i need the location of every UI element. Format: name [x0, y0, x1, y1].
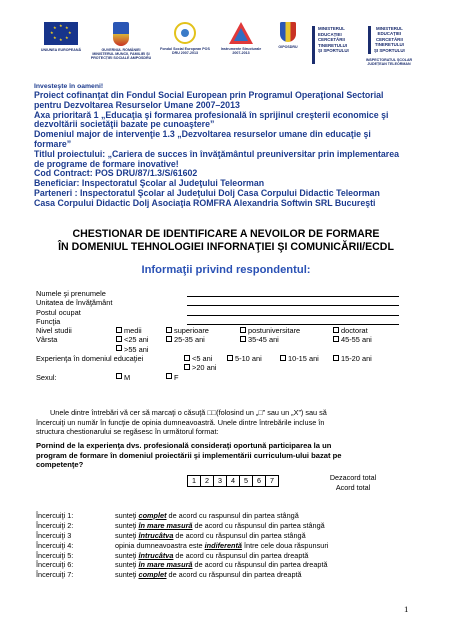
age-option[interactable]: <25 ani: [116, 335, 148, 344]
field-label: Funcţia: [36, 316, 61, 326]
checkbox-icon[interactable]: [227, 355, 233, 361]
age-row-continued: [36, 345, 416, 354]
field-row: [36, 298, 416, 307]
crest-icon: [113, 22, 129, 46]
position-input-line[interactable]: [187, 315, 399, 316]
scale-legend: [36, 511, 416, 580]
header-line: formare”: [34, 138, 72, 149]
legend-row: Încercuiţi 4: opinia dumneavoastra este indiferentă între cele doua răspunsuri: [36, 540, 329, 550]
scale-option[interactable]: 6: [253, 476, 266, 486]
header-line: Titlul proiectului: „Cariera de succes în învăţământul preuniversitar prin implementarea: [34, 148, 400, 159]
page-number: 1: [404, 604, 409, 614]
header-line: Casa Corpului Didactic Dolj Asociaţia ROMFRA Alexandria Softwin SRL Bucureşti: [34, 197, 376, 208]
checkbox-icon[interactable]: [116, 336, 122, 342]
studies-option[interactable]: postuniversitare: [240, 326, 300, 335]
ministry-logo-left: MINISTERUL EDUCAȚIEI CERCETĂRII TINERETULUI ȘI SPORTULUI: [308, 22, 358, 68]
experience-option[interactable]: 10-15 ani: [280, 354, 319, 363]
age-option[interactable]: 45-55 ani: [333, 335, 372, 344]
checkbox-icon[interactable]: [240, 327, 246, 333]
name-input-line[interactable]: [187, 296, 399, 297]
header-line: Cod Contract: POS DRU/87/1.3/S/61602: [34, 168, 198, 179]
instrumente-structurale-logo: Instrumente Structurale 2007-2013: [216, 22, 266, 55]
oipodru-logo: OIPOSDRU: [272, 22, 304, 49]
scale-option[interactable]: 4: [227, 476, 240, 486]
header-line: de programe de formare inovative!: [34, 158, 179, 169]
checkbox-icon[interactable]: [116, 345, 122, 351]
header-line: Domeniul major de intervenţie 1.3 „Dezvoltarea resurselor umane din educaţie şi: [34, 129, 371, 140]
document-title-line2: ÎN DOMENIUL TEHNOLOGIEI INFORNAŢIEI ŞI COMUNICĂRII/ECDL: [58, 241, 394, 253]
checkbox-icon[interactable]: [166, 327, 172, 333]
age-option[interactable]: 25-35 ani: [166, 335, 205, 344]
government-crest-logo: GUVERNUL ROMÂNIEI MINISTERUL MUNCII, FAMILIEI ȘI PROTECȚIEI SOCIALE AMPOSDRU: [90, 22, 152, 60]
sex-option[interactable]: M: [116, 373, 130, 382]
studies-label: Nivel studii: [36, 326, 72, 336]
scale-ends: [318, 473, 388, 493]
sex-option[interactable]: F: [166, 373, 179, 382]
studies-option[interactable]: doctorat: [333, 326, 368, 335]
checkbox-icon[interactable]: [184, 355, 190, 361]
checkbox-icon[interactable]: [184, 364, 190, 370]
legend-row: Încercuiţi 1: sunteţi complet de acord cu raspunsul din partea stângă: [36, 511, 299, 520]
document-title: CHESTIONAR DE IDENTIFICARE A NEVOILOR DE FORMARE: [72, 228, 380, 240]
function-input-line[interactable]: [187, 324, 399, 325]
checkbox-icon[interactable]: [333, 355, 339, 361]
legend-row: Încercuiţi 2: sunteţi în mare masură de acord cu răspunsul din partea stângă: [36, 520, 325, 530]
rating-scale: [187, 475, 279, 487]
header-line: Parteneri : Inspectoratul Şcolar al Judeţului Dolj Casa Corpului Didactic Teleorman: [34, 187, 380, 198]
age-row: [36, 335, 416, 344]
section-subtitle: Informaţii privind respondentul:: [141, 264, 311, 276]
scale-option[interactable]: 5: [240, 476, 253, 486]
triangle-icon: [228, 22, 254, 46]
legend-row: Încercuiţi 3 sunteţi întrucâtva de acord cu răspunsul din partea stângă: [36, 530, 306, 540]
field-label: Postul ocupat: [36, 307, 81, 317]
fse-icon: [174, 22, 196, 44]
logo-strip: [36, 22, 416, 74]
age-option[interactable]: >55 ani: [116, 345, 148, 354]
scale-option[interactable]: 7: [270, 476, 274, 485]
experience-label: Experienţa în domeniul educaţiei: [36, 354, 144, 364]
header-line: pentru Dezvoltarea Resurselor Umane 2007–2013: [34, 99, 240, 110]
age-option[interactable]: 35-45 ani: [240, 335, 279, 344]
legend-row: Încercuiţi 7: sunteţi complet de acord cu răspunsul din partea dreaptă: [36, 570, 302, 580]
project-header: [34, 82, 420, 209]
studies-option[interactable]: medii: [116, 326, 142, 335]
scale-high-label: Acord total: [335, 483, 371, 492]
checkbox-icon[interactable]: [240, 336, 246, 342]
checkbox-icon[interactable]: [280, 355, 286, 361]
tagline: Investeşte în oameni!: [34, 83, 104, 90]
legend-row: Încercuiţi 5: sunteţi întrucâtva de acord cu răspunsul din partea dreaptă: [36, 550, 309, 560]
checkbox-icon[interactable]: [116, 373, 122, 379]
scale-option[interactable]: 3: [214, 476, 227, 486]
experience-option[interactable]: <5 ani: [184, 354, 212, 363]
field-label: Unitatea de învăţământ: [36, 298, 113, 308]
field-label: Numele şi prenumele: [36, 289, 106, 298]
eu-flag-icon: ★ ★ ★ ★ ★ ★ ★ ★: [44, 22, 78, 45]
instructions-paragraph: Unele dintre întrebări vă cer să marcaţi o căsuţă □□(folosind un „□” sau un „X”) sau să încercuiţi un număr în funcţie de opinia dumneavoastră. Unele dintre întrebările incluse în structura chestionarului se regăsesc în următorul format:: [36, 408, 327, 436]
isj-teleorman-logo: MINISTERUL EDUCAȚIEI CERCETĂRII TINERETULUI ȘI SPORTULUI INSPECTORATUL ȘCOLAR JUDEȚEAN TELEORMAN: [360, 22, 418, 66]
checkbox-icon[interactable]: [166, 373, 172, 379]
scale-option[interactable]: 1: [188, 476, 201, 486]
field-row: [36, 317, 416, 326]
header-line: Beneficiar: Inspectoratul Şcolar al Judeţului Teleorman: [34, 178, 265, 189]
scale-option[interactable]: 2: [201, 476, 214, 486]
checkbox-icon[interactable]: [166, 336, 172, 342]
checkbox-icon[interactable]: [333, 336, 339, 342]
school-input-line[interactable]: [187, 305, 399, 306]
experience-row-continued: [36, 363, 416, 372]
header-line: dezvoltării societăţii bazate pe cunoaştere”: [34, 119, 215, 130]
checkbox-icon[interactable]: [333, 327, 339, 333]
age-label: Vârsta: [36, 335, 58, 345]
checkbox-icon[interactable]: [116, 327, 122, 333]
sex-row: [36, 373, 416, 382]
experience-option[interactable]: 5-10 ani: [227, 354, 262, 363]
field-row: [36, 308, 416, 317]
respondent-form: [36, 289, 416, 382]
fse-logo: Fondul Social European POS DRU 2007-2013: [160, 22, 210, 55]
shield-icon: [280, 22, 296, 42]
example-question: Pornind de la experienţa dvs. profesională consideraţi oportună participarea la un program de formare în domeniul proiectării şi implementării curriculum-ului bazat pe competenţe?: [36, 441, 342, 470]
experience-row: [36, 354, 416, 363]
header-line: Proiect cofinanţat din Fondul Social European prin Programul Operaţional Sectorial: [34, 90, 384, 100]
ministry-logo-right: MINISTERUL EDUCAȚIEI CERCETĂRII TINERETULUI ȘI SPORTULUI: [364, 22, 414, 54]
experience-option[interactable]: 15-20 ani: [333, 354, 372, 363]
experience-option[interactable]: >20 ani: [184, 363, 216, 372]
sex-label: Sexul:: [36, 372, 57, 382]
scale-low-label: Dezacord total: [329, 473, 377, 482]
studies-option[interactable]: superioare: [166, 326, 209, 335]
eu-flag-logo: ★ ★ ★ ★ ★ ★ ★ ★ UNIUNEA EUROPEANĂ: [40, 23, 82, 52]
studies-row: [36, 326, 416, 335]
field-row: [36, 289, 416, 298]
legend-row: Încercuiţi 6: sunteţi în mare masură de acord cu răspunsul din partea dreaptă: [36, 560, 328, 570]
header-line: Axa prioritară 1 „Educaţia şi formarea profesională în sprijinul creşterii economice şi: [34, 109, 389, 120]
